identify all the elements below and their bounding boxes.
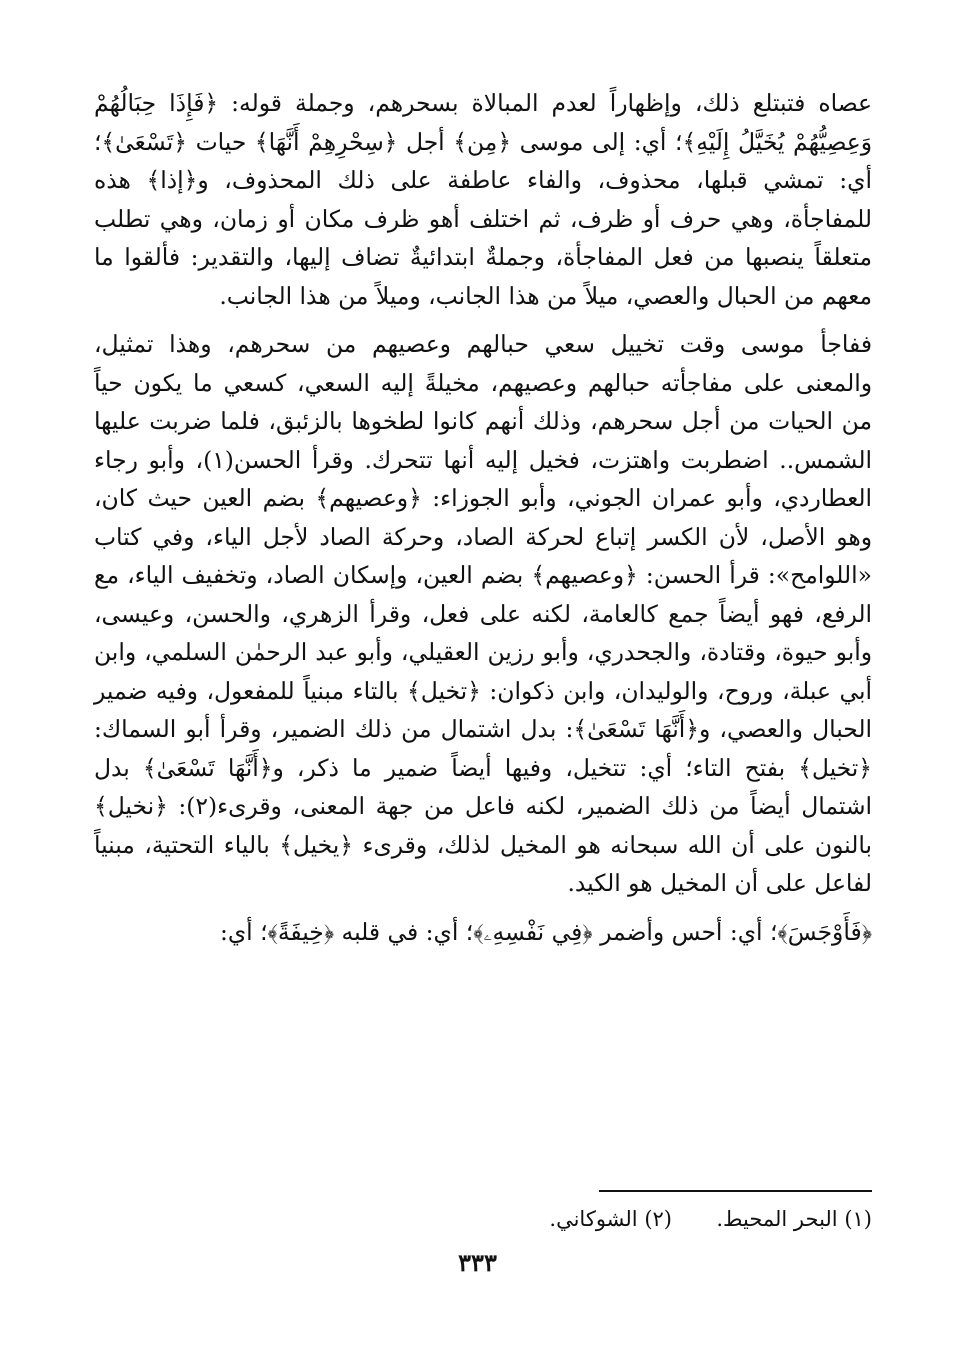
footnote-1: (١) البحر المحيط. — [716, 1207, 872, 1231]
paragraph-1: عصاه فتبتلع ذلك، وإظهاراً لعدم المبالاة بسحرهم، وجملة قوله: ﴿فَإِذَا حِبَالُهُمْ وَعِصِيُّهُمْ يُخَيَّلُ إِلَيْهِ﴾؛ أي: إلى موسى ﴿مِن﴾ أجل ﴿سِحْرِهِمْ أَنَّهَا﴾ حيات ﴿تَسْعَىٰ﴾؛ أي: تمشي قبلها، محذوف، والفاء عاطفة على ذلك المحذوف، و﴿إذا﴾ هذه للمفاجأة، وهي حرف أو ظرف، ثم اختلف أهو ظرف مكان أو زمان، وهي تطلب متعلقاً ينصبها من فعل المفاجأة، وجملةٌ ابتدائيةٌ تضاف إليها، والتقدير: فألقوا ما معهم من الحبال والعصي، ميلاً من هذا الجانب، وميلاً من هذا الجانب. — [94, 89, 872, 310]
paragraph-2: ففاجأ موسى وقت تخييل سعي حبالهم وعصيهم من سحرهم، وهذا تمثيل، والمعنى على مفاجأته حبالهم وعصيهم، مخيلةً إليه السعي، كسعي ما يكون حياً من الحيات من أجل سحرهم، وذلك أنهم كانوا لطخوها بالزئبق، فلما ضربت عليها الشمس.. اضطربت واهتزت، فخيل إليه أنها تتحرك. وقرأ الحسن(١)، وأبو رجاء العطاردي، وأبو عمران الجوني، وأبو الجوزاء: ﴿وعصيهم﴾ بضم العين حيث كان، وهو الأصل، لأن الكسر إتباع لحركة الصاد، وحركة الصاد لأجل الياء، وفي كتاب «اللوامح»: قرأ الحسن: ﴿وعصيهم﴾ بضم العين، وإسكان الصاد، وتخفيف الياء، مع الرفع، فهو أيضاً جمع كالعامة، لكنه على فعل، وقرأ الزهري، والحسن، وعيسى، وأبو حيوة، وقتادة، والجحدري، وأبو رزين العقيلي، وأبو عبد الرحمٰن السلمي، وابن أبي عبلة، وروح، والوليدان، وابن ذكوان: ﴿تخيل﴾ بالتاء مبنياً للمفعول، وفيه ضمير الحبال والعصي، و﴿أَنَّهَا تَسْعَىٰ﴾: بدل اشتمال من ذلك الضمير، وقرأ أبو السماك: ﴿تخيل﴾ بفتح التاء؛ أي: تتخيل، وفيها أيضاً ضمير ما ذكر، و﴿أَنَّهَا تَسْعَىٰ﴾ بدل اشتمال أيضاً من ذلك الضمير، لكنه فاعل من جهة المعنى، وقرىء(٢): ﴿نخيل﴾ بالنون على أن الله سبحانه هو المخيل لذلك، وقرىء ﴿يخيل﴾ بالياء التحتية، مبنياً لفاعل على أن المخيل هو الكيد. — [94, 330, 873, 897]
page-number: ٣٣٣ — [458, 1248, 497, 1277]
page-body — [94, 84, 872, 951]
paragraph-3: ﴿فَأَوْجَسَ﴾؛ أي: أحس وأضمر ﴿فِي نَفْسِهِۦ﴾؛ أي: في قلبه ﴿خِيفَةً﴾؛ أي: — [219, 917, 872, 946]
footnote-2: (٢) الشوكاني. — [549, 1207, 672, 1231]
footnote-separator — [599, 1190, 872, 1192]
footnotes — [272, 1203, 872, 1235]
